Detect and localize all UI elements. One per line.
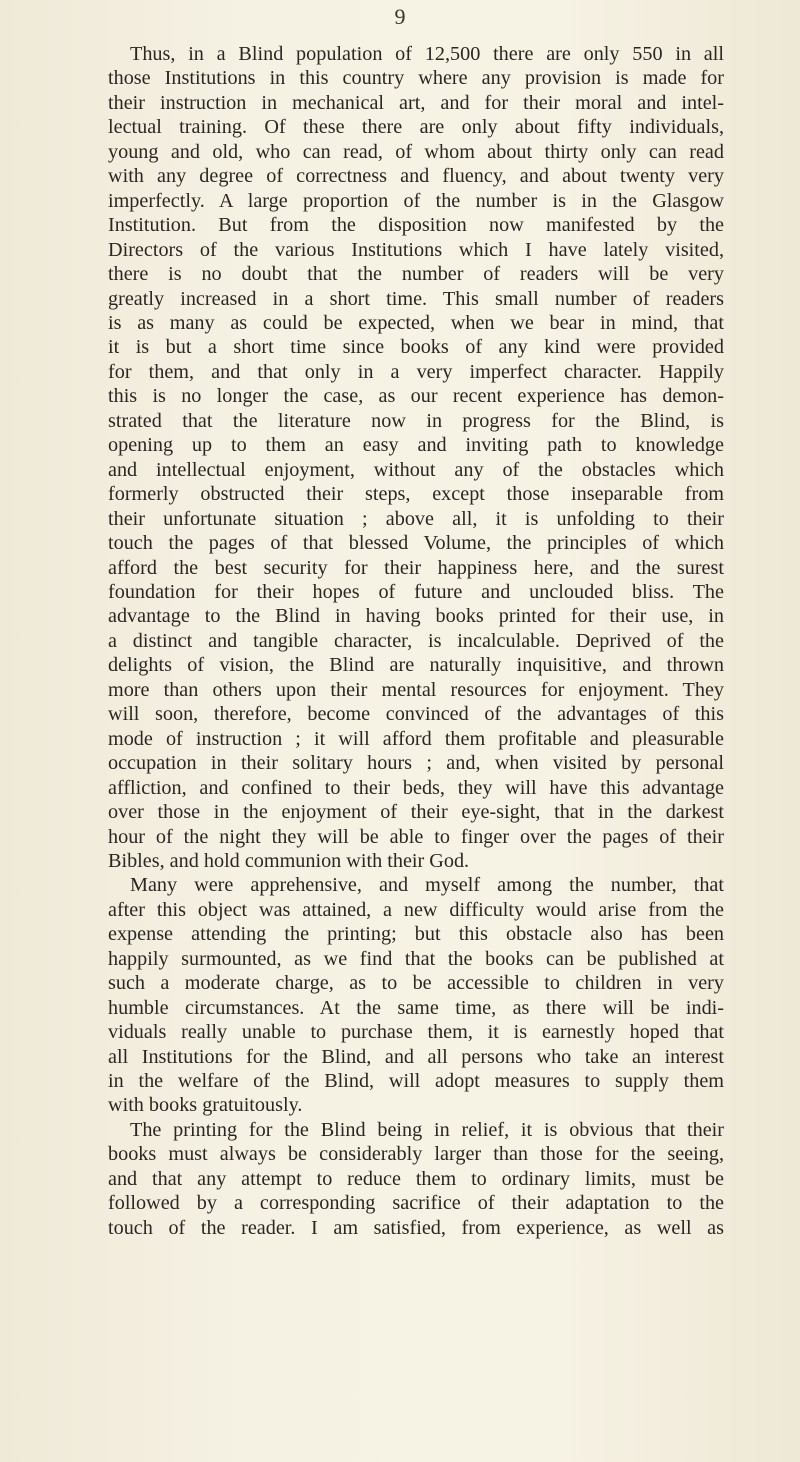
text-line: and that any attempt to reduce them to ordinary limits, must be	[108, 1167, 724, 1190]
text-line: imperfectly. A large proportion of the number is in the Glasgow	[108, 189, 724, 212]
text-line: delights of vision, the Blind are naturally inquisitive, and thrown	[108, 654, 724, 677]
text-line: foundation for their hopes of future and unclouded bliss. The	[108, 580, 724, 603]
text-line: their instruction in mechanical art, and for their moral and intel-	[108, 91, 724, 114]
text-line: lectual training. Of these there are only about fifty individuals,	[108, 116, 724, 139]
text-line: Many were apprehensive, and myself among the number, that	[130, 874, 724, 897]
text-line: it is but a short time since books of any kind were provided	[108, 336, 724, 359]
text-line: for them, and that only in a very imperfect character. Happily	[108, 360, 724, 383]
text-line: afford the best security for their happiness here, and the surest	[108, 556, 724, 579]
body-text	[108, 42, 724, 1240]
text-line: viduals really unable to purchase them, it is earnestly hoped that	[108, 1021, 724, 1044]
text-line: more than others upon their mental resources for enjoyment. They	[108, 678, 724, 701]
text-line: young and old, who can read, of whom about thirty only can read	[108, 140, 724, 163]
text-line: followed by a corresponding sacrifice of their adaptation to the	[108, 1192, 724, 1215]
text-line: books must always be considerably larger than those for the seeing,	[108, 1143, 724, 1166]
text-line: a distinct and tangible character, is incalculable. Deprived of the	[108, 629, 724, 652]
text-line: this is no longer the case, as our recent experience has demon-	[108, 385, 724, 408]
paragraph	[108, 42, 724, 873]
text-line: touch of the reader. I am satisfied, from experience, as well as	[108, 1216, 724, 1239]
text-line: expense attending the printing; but this obstacle also has been	[108, 923, 724, 946]
text-line: Bibles, and hold communion with their God.	[108, 849, 470, 872]
text-line: formerly obstructed their steps, except those inseparable from	[108, 483, 724, 506]
text-line: mode of instruction ; it will afford them profitable and pleasurable	[108, 727, 724, 750]
paragraph	[108, 873, 724, 1118]
text-line: over those in the enjoyment of their eye-sight, that in the darkest	[108, 801, 724, 824]
text-line: happily surmounted, as we find that the books can be published at	[108, 947, 724, 970]
text-line: in the welfare of the Blind, will adopt measures to supply them	[108, 1070, 724, 1093]
text-line: such a moderate charge, as to be accessible to children in very	[108, 972, 724, 995]
text-line: with books gratuitously.	[108, 1094, 303, 1117]
text-line: all Institutions for the Blind, and all persons who take an interest	[108, 1045, 724, 1068]
text-line: The printing for the Blind being in relief, it is obvious that their	[130, 1118, 724, 1141]
text-line: Thus, in a Blind population of 12,500 there are only 550 in all	[130, 43, 724, 65]
text-line: Institution. But from the disposition now manifested by the	[108, 214, 724, 237]
text-line: strated that the literature now in progress for the Blind, is	[108, 409, 724, 432]
text-line: touch the pages of that blessed Volume, the principles of which	[108, 532, 724, 555]
text-line: greatly increased in a short time. This small number of readers	[108, 287, 724, 310]
text-line: is as many as could be expected, when we bear in mind, that	[108, 311, 724, 334]
text-line: and intellectual enjoyment, without any of the obstacles which	[108, 458, 724, 481]
text-line: will soon, therefore, become convinced of the advantages of this	[108, 703, 724, 726]
text-line: affliction, and confined to their beds, they will have this advantage	[108, 776, 724, 799]
text-line: Directors of the various Institutions which I have lately visited,	[108, 238, 724, 261]
text-line: with any degree of correctness and fluency, and about twenty very	[108, 165, 724, 188]
page-number: 9	[394, 4, 406, 29]
text-line: their unfortunate situation ; above all, it is unfolding to their	[108, 507, 724, 530]
text-line: humble circumstances. At the same time, as there will be indi-	[108, 996, 724, 1019]
text-line: there is no doubt that the number of readers will be very	[108, 263, 724, 286]
text-line: those Institutions in this country where any provision is made for	[108, 67, 724, 90]
paragraph	[108, 1118, 724, 1240]
text-line: hour of the night they will be able to finger over the pages of their	[108, 825, 724, 848]
text-line: after this object was attained, a new difficulty would arise from the	[108, 898, 724, 921]
text-line: advantage to the Blind in having books printed for their use, in	[108, 605, 724, 628]
text-line: occupation in their solitary hours ; and, when visited by personal	[108, 752, 724, 775]
text-line: opening up to them an easy and inviting path to knowledge	[108, 434, 724, 457]
